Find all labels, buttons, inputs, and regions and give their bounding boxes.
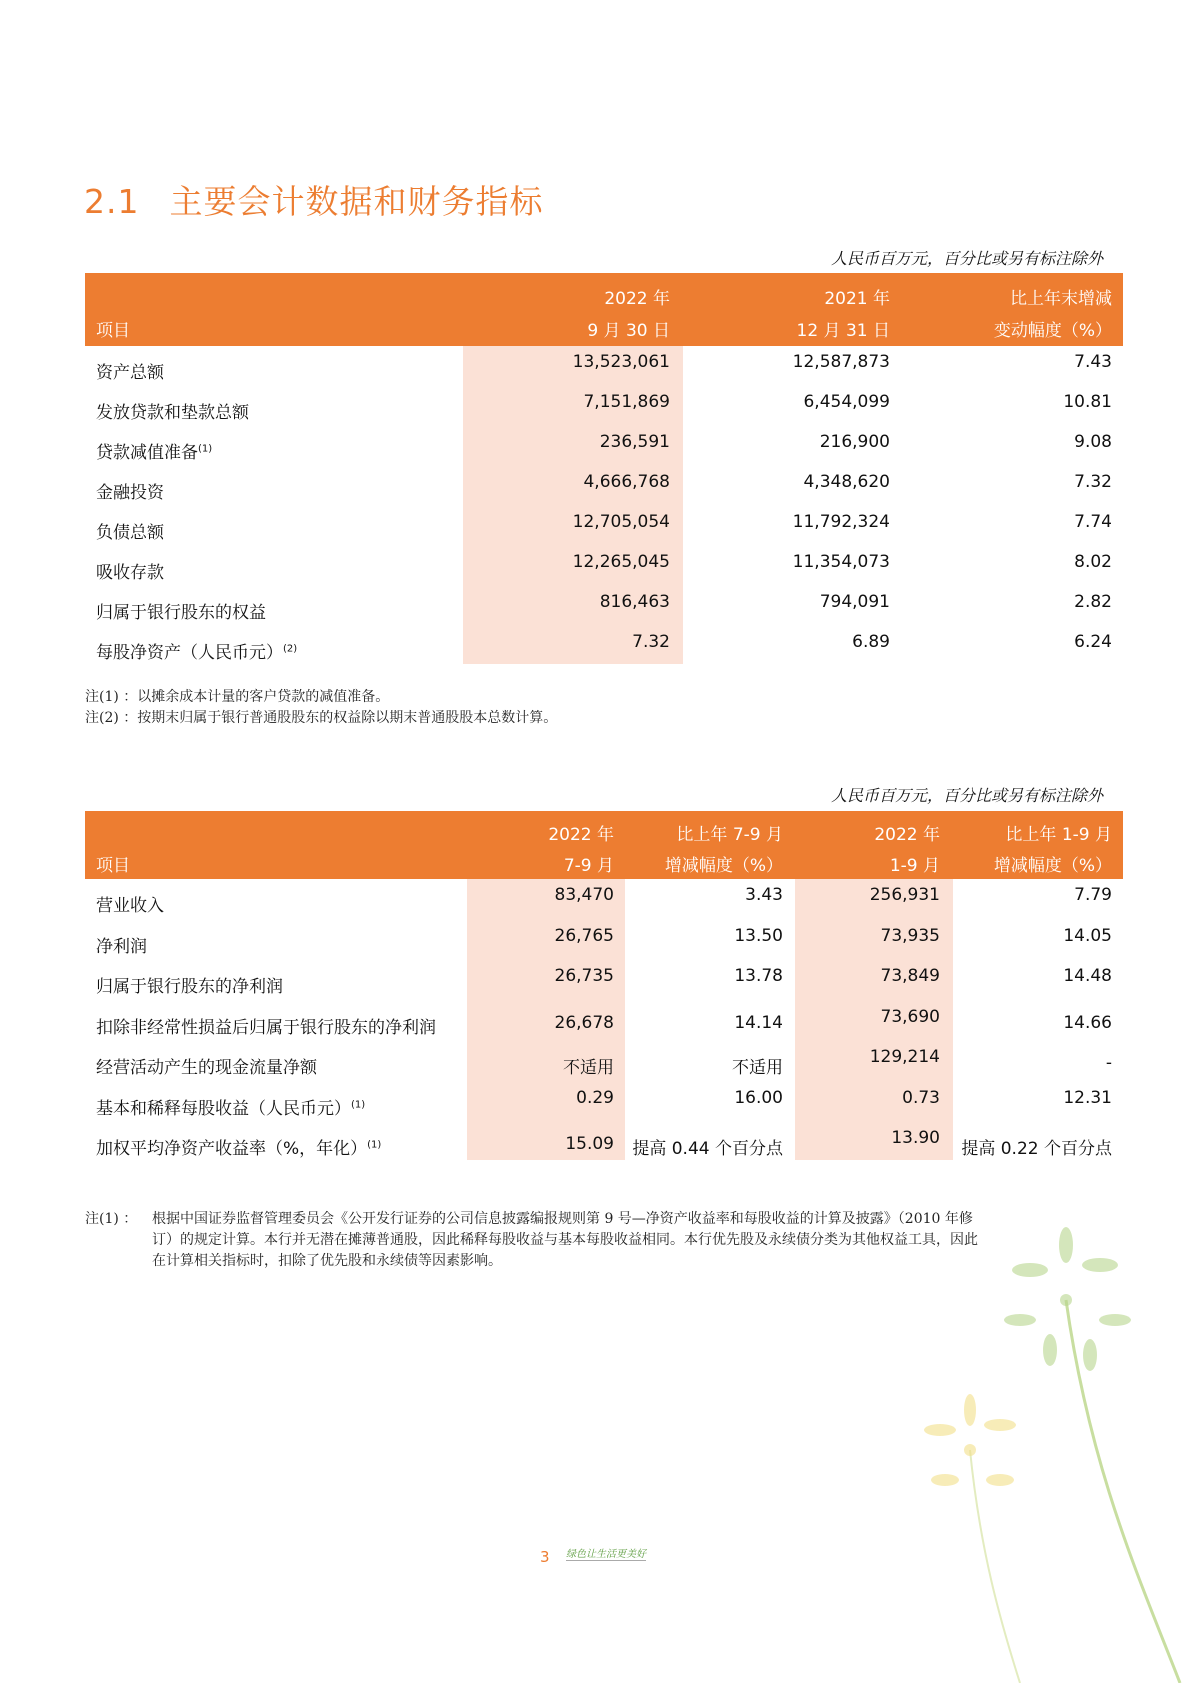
table-row xyxy=(0,879,1189,919)
cell-v3: 2.82 xyxy=(1074,592,1112,612)
cell-v4: 14.05 xyxy=(1063,925,1112,946)
header-col2-line2: 增减幅度（%） xyxy=(664,856,783,876)
row-label-text: 贷款减值准备 xyxy=(96,443,198,463)
cell-v3: 13.90 xyxy=(891,1128,940,1148)
table-row xyxy=(0,466,1189,506)
cell-v1: 816,463 xyxy=(599,592,670,612)
cell-v3: 7.32 xyxy=(1074,472,1112,492)
cell-v3: 0.73 xyxy=(902,1087,940,1108)
table-row xyxy=(0,960,1189,1000)
row-label-text: 经营活动产生的现金流量净额 xyxy=(96,1058,317,1078)
cell-v4: - xyxy=(1105,1053,1112,1073)
cell-v4: 14.66 xyxy=(1063,1012,1112,1033)
section-heading: 主要会计数据和财务指标 xyxy=(169,182,544,221)
header-col2-line1: 2021 年 xyxy=(824,289,890,309)
header-item: 项目 xyxy=(96,856,130,876)
unit-note-2: 人民币百万元，百分比或另有标注除外 xyxy=(830,786,1103,805)
header-col1-line1: 2022 年 xyxy=(548,825,614,845)
cell-v2: 6,454,099 xyxy=(803,392,890,412)
cell-v1: 12,265,045 xyxy=(572,552,670,572)
header-col2-line1: 比上年 7-9 月 xyxy=(676,825,783,845)
row-label xyxy=(96,558,164,583)
cell-v1: 236,591 xyxy=(599,432,670,452)
table-row xyxy=(0,1001,1189,1041)
row-label xyxy=(96,891,164,916)
page-number: 3 xyxy=(540,1548,550,1566)
row-label xyxy=(96,478,164,503)
cell-v1: 26,765 xyxy=(554,925,614,946)
cell-v3: 9.08 xyxy=(1074,432,1112,452)
cell-v2: 11,792,324 xyxy=(792,512,890,532)
row-label xyxy=(96,598,266,623)
cell-v1: 4,666,768 xyxy=(583,472,670,492)
row-label xyxy=(96,1094,365,1119)
cell-v3: 129,214 xyxy=(869,1047,940,1067)
table-row xyxy=(0,426,1189,466)
cell-v4: 12.31 xyxy=(1063,1087,1112,1108)
footnote-ref: (2) xyxy=(283,643,298,655)
note-line: 在计算相关指标时，扣除了优先股和永续债等因素影响。 xyxy=(152,1253,502,1269)
cell-v4: 7.79 xyxy=(1074,885,1112,905)
header-item: 项目 xyxy=(96,321,130,341)
cell-v1: 15.09 xyxy=(565,1134,614,1154)
cell-v2: 4,348,620 xyxy=(803,472,890,492)
cell-v1: 26,678 xyxy=(554,1012,614,1033)
cell-v2: 11,354,073 xyxy=(792,552,890,572)
row-label-text: 资产总额 xyxy=(96,363,164,383)
header-col3-line1: 2022 年 xyxy=(874,825,940,845)
cell-v2: 13.78 xyxy=(734,966,783,986)
cell-v2: 216,900 xyxy=(819,432,890,452)
row-label xyxy=(96,932,147,957)
cell-v3: 7.74 xyxy=(1074,512,1112,532)
row-label-text: 基本和稀释每股收益（人民币元） xyxy=(96,1098,351,1119)
note-line: 根据中国证券监督管理委员会《公开发行证券的公司信息披露编报规则第 9 号—净资产收益率和每股收益的计算及披露》（2010 年修 xyxy=(152,1211,973,1227)
cell-v2: 12,587,873 xyxy=(792,352,890,372)
table2-header xyxy=(85,811,1123,879)
cell-v3: 73,849 xyxy=(880,966,940,986)
cell-v1: 7.32 xyxy=(632,632,670,652)
unit-note-1: 人民币百万元，百分比或另有标注除外 xyxy=(830,249,1103,268)
row-label-text: 归属于银行股东的权益 xyxy=(96,603,266,623)
table-row xyxy=(0,386,1189,426)
header-col2-line2: 12 月 31 日 xyxy=(796,321,890,341)
header-col3-line2: 变动幅度（%） xyxy=(993,321,1112,341)
row-label-text: 每股净资产（人民币元） xyxy=(96,643,283,663)
row-label-text: 负债总额 xyxy=(96,523,164,543)
row-label-text: 发放贷款和垫款总额 xyxy=(96,403,249,423)
table-row xyxy=(0,1041,1189,1081)
note-1: 注(1) ：以摊余成本计量的客户贷款的减值准备。 xyxy=(85,689,390,705)
header-col4-line2: 增减幅度（%） xyxy=(993,856,1112,876)
cell-v4: 提高 0.22 个百分点 xyxy=(961,1139,1112,1159)
cell-v3: 256,931 xyxy=(869,885,940,905)
row-label-text: 归属于银行股东的净利润 xyxy=(96,977,283,997)
cell-v2: 6.89 xyxy=(852,632,890,652)
row-label-text: 金融投资 xyxy=(96,483,164,503)
table-row xyxy=(0,506,1189,546)
row-label xyxy=(96,1053,317,1078)
row-label xyxy=(96,438,212,463)
cell-v2: 不适用 xyxy=(732,1058,783,1078)
header-col3-line1: 比上年末增减 xyxy=(1010,289,1112,309)
row-label xyxy=(96,638,297,663)
table-row xyxy=(0,626,1189,666)
cell-v3: 7.43 xyxy=(1074,352,1112,372)
cell-v1: 26,735 xyxy=(554,966,614,986)
table-row xyxy=(0,586,1189,626)
cell-v1: 12,705,054 xyxy=(572,512,670,532)
row-label xyxy=(96,1134,381,1159)
cell-v3: 8.02 xyxy=(1074,552,1112,572)
footnote-ref: (1) xyxy=(367,1139,382,1151)
cell-v3: 73,690 xyxy=(880,1006,940,1027)
footnote-ref: (1) xyxy=(351,1098,366,1110)
row-label xyxy=(96,518,164,543)
row-label-text: 加权平均净资产收益率（%，年化） xyxy=(96,1139,368,1159)
cell-v3: 73,935 xyxy=(880,925,940,946)
cell-v1: 13,523,061 xyxy=(572,352,670,372)
footnote-ref: (1) xyxy=(198,443,213,455)
header-col1-line2: 9 月 30 日 xyxy=(587,321,670,341)
footer-logo: 绿色让生活更美好 xyxy=(566,1545,646,1561)
cell-v3: 6.24 xyxy=(1074,632,1112,652)
note-line: 订）的规定计算。本行并无潜在摊薄普通股，因此稀释每股收益与基本每股收益相同。本行优先股及永续债分类为其他权益工具，因此 xyxy=(152,1232,978,1248)
row-label xyxy=(96,1013,436,1038)
cell-v1: 83,470 xyxy=(554,885,614,905)
cell-v2: 提高 0.44 个百分点 xyxy=(632,1139,783,1159)
cell-v1: 0.29 xyxy=(576,1087,614,1108)
table1-notes xyxy=(85,687,557,729)
header-col4-line1: 比上年 1-9 月 xyxy=(1005,825,1112,845)
row-label-text: 净利润 xyxy=(96,936,147,957)
cell-v2: 794,091 xyxy=(819,592,890,612)
note-2: 注(2) ：按期末归属于银行普通股股东的权益除以期末普通股股本总数计算。 xyxy=(85,710,558,726)
row-label xyxy=(96,358,164,383)
header-col1-line1: 2022 年 xyxy=(604,289,670,309)
header-col3-line2: 1-9 月 xyxy=(889,856,940,876)
table-row xyxy=(0,346,1189,386)
row-label-text: 营业收入 xyxy=(96,896,164,916)
row-label xyxy=(96,398,249,423)
cell-v2: 16.00 xyxy=(734,1087,783,1108)
section-title xyxy=(84,176,543,223)
cell-v2: 14.14 xyxy=(734,1012,783,1033)
table-row xyxy=(0,546,1189,586)
cell-v2: 3.43 xyxy=(745,885,783,905)
cell-v1: 不适用 xyxy=(563,1058,614,1078)
cell-v2: 13.50 xyxy=(734,925,783,946)
cell-v3: 10.81 xyxy=(1063,392,1112,412)
row-label-text: 扣除非经常性损益后归属于银行股东的净利润 xyxy=(96,1017,436,1038)
row-label-text: 吸收存款 xyxy=(96,563,164,583)
cell-v1: 7,151,869 xyxy=(583,392,670,412)
cell-v4: 14.48 xyxy=(1063,966,1112,986)
table-row xyxy=(0,1082,1189,1122)
dandelion-decoration-icon xyxy=(900,1150,1189,1683)
table1-header xyxy=(85,273,1123,346)
section-number: 2.1 xyxy=(84,182,140,221)
note-label: 注(1) ： xyxy=(85,1211,138,1227)
table-row xyxy=(0,920,1189,960)
header-col1-line2: 7-9 月 xyxy=(563,856,614,876)
row-label xyxy=(96,972,283,997)
